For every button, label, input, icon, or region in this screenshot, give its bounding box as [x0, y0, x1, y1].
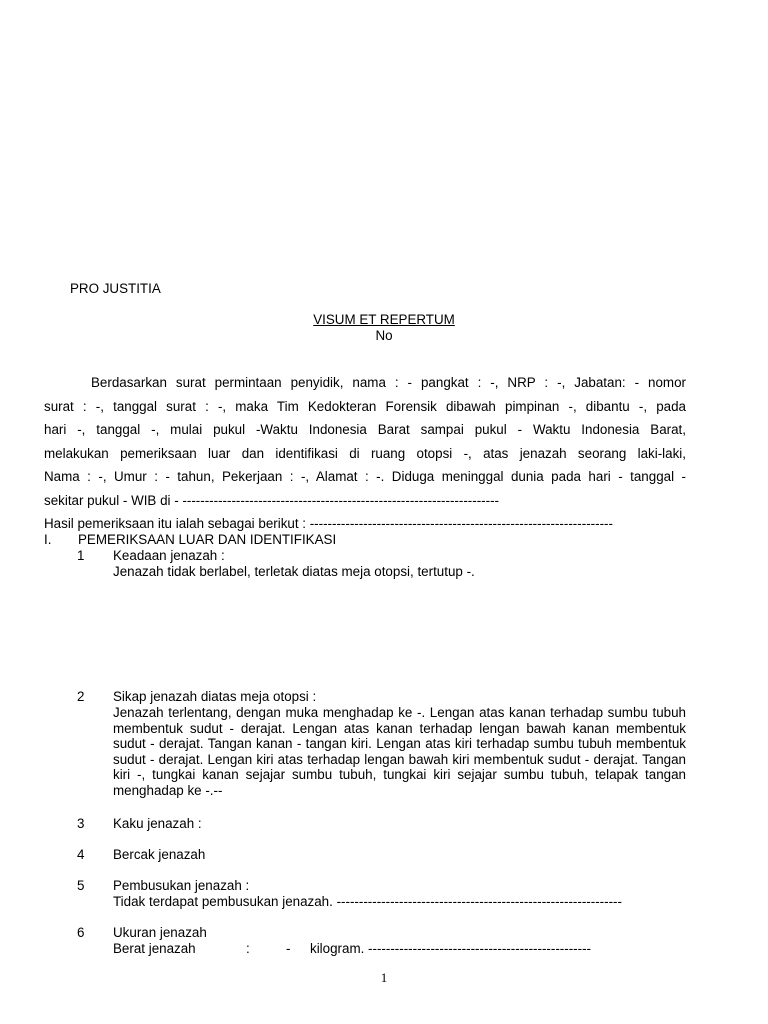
result-line: Hasil pemeriksaan itu ialah sebagai berikut : --------------------------------------------------------------------	[44, 516, 613, 531]
item-1-title: Keadaan jenazah :	[113, 548, 225, 563]
weight-unit: kilogram. --------------------------------------------------	[310, 941, 592, 956]
item-2-text: Jenazah terlentang, dengan muka menghadap ke -. Lengan atas kanan terhadap sumbu tubuh membentuk sudut - derajat. Lengan atas kanan terhadap lengan bawah kanan membentuk sudut - derajat. Tangan kanan - tangan kiri. Lengan atas kiri terhadap sumbu tubuh membentuk sudut - derajat. Lengan kiri atas terhadap lengan bawah kiri membentuk sudut - derajat. Tangan kiri -, tungkai kanan sejajar sumbu tubuh, tungkai kiri sejajar sumbu tubuh, telapak tangan menghadap ke -.--	[113, 705, 686, 798]
item-4-title: Bercak jenazah	[113, 847, 206, 862]
section-title: PEMERIKSAAN LUAR DAN IDENTIFIKASI	[78, 532, 337, 547]
item-4-number: 4	[77, 847, 85, 862]
intro-line-1: Berdasarkan surat permintaan penyidik, nama : - pangkat : -, NRP : -, Jabatan: - nomor	[91, 375, 686, 390]
document-number: No	[375, 328, 393, 343]
item-3-title: Kaku jenazah :	[113, 816, 202, 831]
item-1-text: Jenazah tidak berlabel, terletak diatas meja otopsi, tertutup -.	[113, 564, 475, 579]
item-6-title: Ukuran jenazah	[113, 925, 207, 940]
item-5-text: Tidak terdapat pembusukan jenazah. ----------------------------------------------------------------	[113, 894, 622, 909]
intro-line-4: melakukan pemeriksaan luar dan identifikasi di ruang otopsi -, atas jenazah seorang laki-laki,	[44, 446, 686, 461]
intro-line-2: surat : -, tanggal surat : -, maka Tim Kedokteran Forensik dibawah pimpinan -, dibantu -, pada	[44, 399, 686, 414]
weight-colon: :	[246, 941, 250, 956]
item-5-title: Pembusukan jenazah :	[113, 878, 250, 893]
item-1-number: 1	[77, 548, 85, 563]
page-number: 1	[380, 970, 388, 985]
section-numeral: I.	[44, 532, 52, 547]
pro-justitia-label: PRO JUSTITIA	[70, 281, 161, 296]
item-2-number: 2	[77, 689, 85, 704]
intro-line-5: Nama : -, Umur : - tahun, Pekerjaan : -, Alamat : -. Diduga meninggal dunia pada hari - tanggal -	[44, 469, 686, 484]
document-title: VISUM ET REPERTUM	[313, 312, 455, 327]
weight-label: Berat jenazah	[113, 941, 196, 956]
intro-line-6: sekitar pukul - WIB di - -----------------------------------------------------------------------	[44, 493, 500, 508]
weight-value: -	[286, 941, 291, 956]
item-5-number: 5	[77, 878, 85, 893]
item-2-title: Sikap jenazah diatas meja otopsi :	[113, 689, 317, 704]
item-6-number: 6	[77, 925, 85, 940]
item-3-number: 3	[77, 816, 85, 831]
intro-line-3: hari -, tanggal -, mulai pukul -Waktu Indonesia Barat sampai pukul - Waktu Indonesia Barat,	[44, 422, 686, 437]
